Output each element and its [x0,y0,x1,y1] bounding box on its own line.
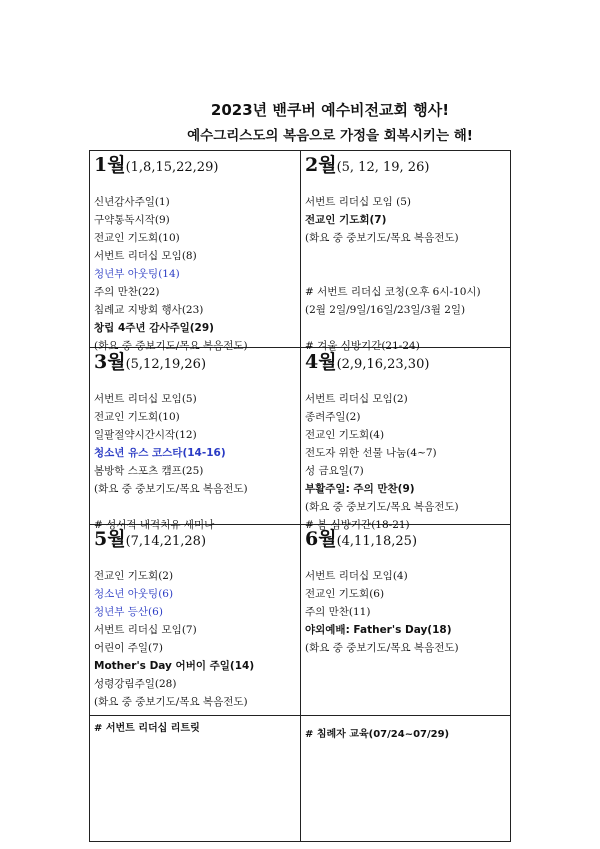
event-item: 침례교 지방회 행사(23) [94,304,204,316]
event-item: (화요 중 중보기도/목요 복음전도) [305,501,459,513]
event-list [94,567,300,711]
month-name: 6월 [305,528,337,550]
event-item: 봄방학 스포츠 캠프(25) [94,465,204,477]
month-name: 4월 [305,351,337,373]
month-cell-jan [90,151,300,355]
event-list [305,567,511,657]
event-item: 성 금요일(7) [305,465,364,477]
page-title: 2023년 밴쿠버 예수비전교회 행사! [210,101,450,119]
event-item: 어린이 주일(7) [94,642,163,654]
month-header [305,525,511,555]
event-item: 구약통독시작(9) [94,214,170,226]
event-item: 서번트 리더십 모임(7) [94,624,197,636]
month-name: 1월 [94,154,126,176]
month-dates: (7,14,21,28) [125,534,207,549]
month-dates: (5,12,19,26) [125,357,207,372]
event-item: 전교인 기도회(10) [94,232,180,244]
event-item: 청소년 유스 코스타(14-16) [94,447,226,459]
event-item: (2월 2일/9일/16일/23일/3월 2일) [305,304,466,316]
event-item: # 봄 심방기간(18-21) [305,519,410,531]
event-item: 청년부 아웃팅(14) [94,268,180,280]
event-list [305,193,511,355]
event-item [305,319,511,337]
event-item: 전교인 기도회(10) [94,411,180,423]
month-dates: (1,8,15,22,29) [125,160,219,175]
month-dates: (2,9,16,23,30) [336,357,430,372]
event-item: (화요 중 중보기도/목요 복음전도) [305,232,459,244]
month-name: 3월 [94,351,126,373]
event-item: 청년부 등산(6) [94,606,163,618]
month-cell-jun [301,525,511,657]
month-name: 2월 [305,154,337,176]
event-item [305,247,511,265]
event-item: 서번트 리더십 모임(5) [94,393,197,405]
event-item: 창립 4주년 감사주일(29) [94,322,214,334]
event-list [94,390,300,534]
event-item: (화요 중 중보기도/목요 복음전도) [94,483,248,495]
event-item: (화요 중 중보기도/목요 복음전도) [305,642,459,654]
event-list [305,390,511,534]
month-cell-may [90,525,300,711]
event-item: 주의 만찬(11) [305,606,371,618]
month-header [94,151,300,181]
month-cell-apr [301,348,511,534]
event-item: 일팔절약시간시작(12) [94,429,197,441]
event-item: 전교인 기도회(6) [305,588,385,600]
may-bottom-note: # 서번트 리더십 리트릿 [94,723,200,734]
event-item: 전교인 기도회(4) [305,429,385,441]
event-item: (화요 중 중보기도/목요 복음전도) [94,340,248,352]
event-item: Mother's Day 어버이 주일(14) [94,660,255,672]
event-item: 신년감사주일(1) [94,196,170,208]
month-dates: (5, 12, 19, 26) [336,160,430,175]
event-item: (화요 중 중보기도/목요 복음전도) [94,696,248,708]
event-item: 청소년 아웃팅(6) [94,588,174,600]
event-item: 서번트 리더십 모임 (5) [305,196,412,208]
event-item: 성령강림주일(28) [94,678,177,690]
event-item: 전도자 위한 선물 나눔(4~7) [305,447,437,459]
event-item: # 성서적 내적치유 세미나 [94,519,215,531]
calendar-grid [89,150,511,842]
event-list [94,193,300,355]
event-item: # 겨울 심방기간(21-24) [305,340,420,352]
event-item: 주의 만찬(22) [94,286,160,298]
event-item: 서번트 리더십 모임(2) [305,393,408,405]
month-dates: (4,11,18,25) [336,534,418,549]
month-header [94,348,300,378]
event-item: 종려주일(2) [305,411,361,423]
event-item: # 서번트 리더십 코칭(오후 6시-10시) [305,286,481,298]
month-header [305,151,511,181]
jun-bottom-note: # 침례자 교육(07/24~07/29) [305,729,450,740]
event-item: 전교인 기도회(2) [94,570,174,582]
event-item: 부활주일: 주의 만찬(9) [305,483,415,495]
month-name: 5월 [94,528,126,550]
event-item: 야외예배: Father's Day(18) [305,624,452,636]
month-header [305,348,511,378]
event-item: 서번트 리더십 모임(8) [94,250,197,262]
month-header [94,525,300,555]
event-item: 전교인 기도회(7) [305,214,387,226]
row-divider [90,715,510,716]
event-item: 서번트 리더십 모임(4) [305,570,408,582]
event-item [94,498,300,516]
event-item [305,265,511,283]
page-subtitle: 예수그리스도의 복음으로 가정을 회복시키는 해! [187,128,473,144]
month-cell-feb [301,151,511,355]
month-cell-mar [90,348,300,534]
